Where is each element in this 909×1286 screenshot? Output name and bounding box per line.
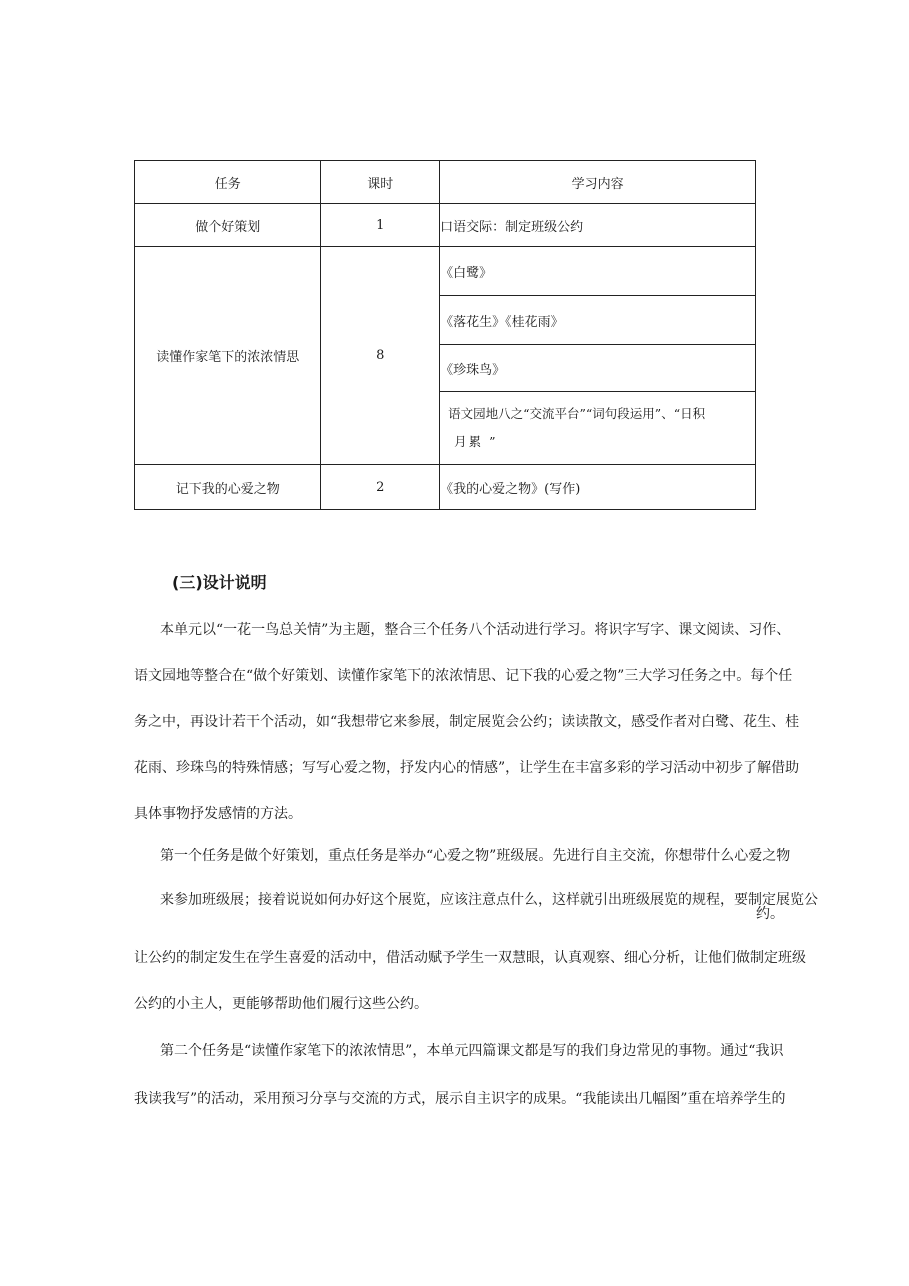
hours-cell: 8: [321, 247, 440, 465]
paragraph-line: 语文园地等整合在“做个好策划、读懂作家笔下的浓浓情思、记下我的心爱之物”三大学习任务之中。每个任: [134, 668, 793, 684]
paragraph-line: 具体事物抒发感情的方法。: [134, 806, 302, 822]
paragraph-line: 让公约的制定发生在学生喜爱的活动中，借活动赋予学生一双慧眼，认真观察、细心分析，让他们做制定班级: [134, 950, 806, 966]
paragraph-line: 本单元以“一花一鸟总关情”为主题，整合三个任务八个活动进行学习。将识字写字、课文阅读、习作、: [160, 622, 791, 638]
paragraph-line: 来参加班级展；接着说说如何办好这个展览，应该注意点什么，这样就引出班级展览的规程，要制定展览公: [160, 892, 818, 908]
table-row: [135, 465, 756, 510]
paragraph-line: 第二个任务是“读懂作家笔下的浓浓情思”，本单元四篇课文都是写的我们身边常见的事物。通过“我识: [160, 1043, 784, 1059]
hours-cell: 2: [321, 465, 440, 510]
section-title: (三)设计说明: [172, 573, 267, 592]
lesson-plan-table: [134, 160, 756, 510]
paragraph-line: 务之中，再设计若干个活动，如“我想带它来参展，制定展览会公约；读读散文，感受作者对白鹭、花生、桂: [134, 714, 800, 730]
paragraph-line: 花雨、珍珠鸟的特殊情感；写写心爱之物，抒发内心的情感”，让学生在丰富多彩的学习活动中初步了解借助: [134, 760, 800, 776]
hours-cell: 1: [321, 204, 440, 247]
paragraph-line: 我读我写”的活动，采用预习分享与交流的方式，展示自主识字的成果。“我能读出几幅图”重在培养学生的: [134, 1091, 786, 1107]
content-cell: [440, 392, 756, 465]
header-hours: 课时: [321, 161, 440, 204]
table-row: [135, 204, 756, 247]
header-task: 任务: [135, 161, 321, 204]
paragraph-3: [134, 1041, 786, 1137]
paragraph-1: [134, 620, 800, 850]
table-header-row: [135, 161, 756, 204]
paragraph-line: 约。: [756, 906, 784, 922]
task-cell: 记下我的心爱之物: [135, 465, 321, 510]
content-cell: 《白鹭》: [440, 247, 756, 296]
content-cell: 《落花生》《桂花雨》: [440, 296, 756, 345]
paragraph-2: [134, 846, 818, 1014]
content-cell: 《我的心爱之物》(写作): [440, 465, 756, 510]
content-cell: 口语交际：制定班级公约: [440, 204, 756, 247]
task-cell: 读懂作家笔下的浓浓情思: [135, 247, 321, 465]
table-row: [135, 247, 756, 296]
paragraph-line: 公约的小主人，更能够帮助他们履行这些公约。: [134, 996, 428, 1012]
content-cell: 《珍珠鸟》: [440, 345, 756, 392]
paragraph-line: 第一个任务是做个好策划，重点任务是举办“心爱之物”班级展。先进行自主交流，你想带什么心爱之物: [160, 848, 791, 864]
header-content: 学习内容: [440, 161, 756, 204]
content-line: 月累 ”: [454, 434, 498, 449]
content-line: 语文园地八之“交流平台”“词句段运用”、“日积: [448, 406, 706, 421]
task-cell: 做个好策划: [135, 204, 321, 247]
